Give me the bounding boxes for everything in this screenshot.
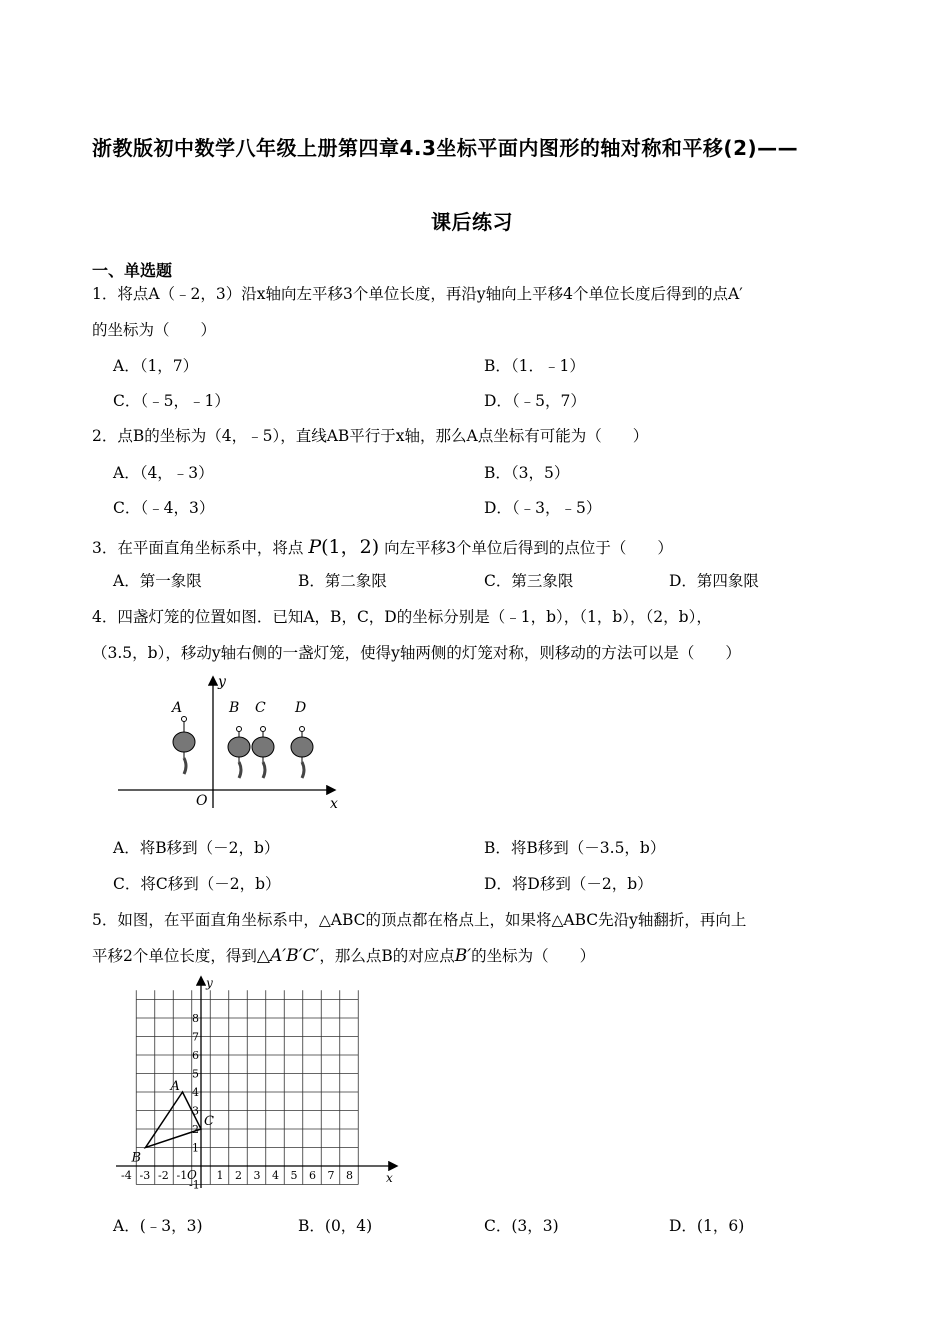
title-line-1: 浙教版初中数学八年级上册第四章4.3坐标平面内图形的轴对称和平移(2)—— [92, 136, 799, 160]
x-tick-label: -1 [176, 1169, 188, 1182]
q1-option-d[interactable]: D．（﹣5，7） [484, 392, 586, 410]
y-tick-label: 6 [192, 1049, 199, 1062]
q2-option-a[interactable]: A．（4，﹣3） [113, 464, 214, 482]
q3-option-a[interactable]: A．第一象限 [113, 572, 202, 590]
q5-origin-label: O [187, 1168, 197, 1182]
vertex-b-label: B [131, 1150, 142, 1166]
q5-tick-labels [121, 1012, 353, 1192]
q1-stem-line1: 1．将点A（﹣2，3）沿x轴向左平移3个单位长度，再沿y轴向上平移4个单位长度后得到的点A′ [92, 285, 743, 303]
q1-option-b[interactable]: B．（1．﹣1） [484, 357, 585, 375]
q1-option-c[interactable]: C．（﹣5，﹣1） [113, 392, 230, 410]
q5-x-label: x [386, 1171, 393, 1185]
q3-option-c[interactable]: C．第三象限 [484, 572, 574, 590]
lantern-b [228, 700, 250, 778]
x-tick-label: 2 [235, 1169, 242, 1182]
x-tick-label: 1 [216, 1169, 224, 1182]
q3-point-coords: (1，2) [321, 536, 380, 558]
lantern-b-label: B [229, 700, 240, 716]
y-tick-label: 8 [192, 1012, 199, 1025]
q4-stem-line1: 4．四盏灯笼的位置如图．已知A，B，C，D的坐标分别是（﹣1，b），（1，b），（2，b）， [92, 608, 712, 626]
x-tick-label: 4 [272, 1169, 279, 1182]
y-tick-label: -1 [189, 1178, 200, 1192]
q5-point-b-prime: B′ [454, 946, 472, 966]
q4-stem-line2: （3.5，b），移动y轴右侧的一盏灯笼，使得y轴两侧的灯笼对称，则移动的方法可以是（ ） [92, 644, 741, 662]
q2-option-b[interactable]: B．（3，5） [484, 464, 570, 482]
lantern-c [252, 700, 274, 778]
lantern-a [170, 700, 195, 774]
q5-y-label: y [206, 976, 213, 990]
q4-x-label: x [330, 796, 338, 812]
title-line-2: 课后练习 [431, 210, 513, 234]
section-heading: 一、单选题 [92, 261, 173, 280]
x-tick-label: 5 [290, 1169, 298, 1182]
q5-stem-line2 [92, 944, 595, 966]
lantern-d [291, 700, 313, 778]
x-tick-label: -2 [158, 1169, 169, 1182]
q2-option-c[interactable]: C．（﹣4，3） [113, 499, 215, 517]
q3-option-d[interactable]: D．第四象限 [669, 572, 759, 590]
q5-option-b[interactable]: B．(0，4) [298, 1217, 373, 1235]
x-tick-label: 7 [327, 1169, 335, 1182]
vertex-a-label: A [170, 1079, 180, 1094]
q2-option-d[interactable]: D．（﹣3，﹣5） [484, 499, 602, 517]
q3-stem [92, 532, 673, 559]
y-tick-label: 5 [192, 1067, 199, 1081]
x-tick-label: 8 [346, 1169, 353, 1182]
q4-option-b[interactable]: B．将B移到（－3.5，b） [484, 839, 666, 857]
q4-y-label: y [218, 674, 226, 690]
q5-option-c[interactable]: C．(3，3) [484, 1217, 559, 1235]
q4-option-d[interactable]: D．将D移到（－2，b） [484, 875, 653, 893]
q4-lantern-figure [112, 672, 342, 812]
q1-stem-line2: 的坐标为（ ） [92, 321, 217, 339]
lantern-c-label: C [255, 700, 266, 716]
q4-option-a[interactable]: A．将B移到（－2，b） [113, 839, 280, 857]
q5-triangle-expression: △A′B′C′ [256, 946, 320, 966]
q4-option-c[interactable]: C．将C移到（－2，b） [113, 875, 281, 893]
vertex-c-label: C [204, 1114, 214, 1129]
x-tick-label: 3 [253, 1169, 261, 1182]
x-tick-label: -3 [139, 1169, 151, 1182]
q1-option-a[interactable]: A．（1，7） [113, 357, 199, 375]
q5-stem-part-b: ，那么点B的对应点 [319, 947, 455, 965]
y-tick-label: 1 [192, 1141, 199, 1155]
q3-stem-prefix: 3．在平面直角坐标系中，将点 [92, 539, 304, 557]
x-tick-label: 6 [309, 1169, 316, 1182]
q3-option-b[interactable]: B．第二象限 [298, 572, 387, 590]
lantern-a-label: A [172, 700, 183, 716]
q2-stem: 2．点B的坐标为（4，﹣5），直线AB平行于x轴，那么A点坐标有可能为（ ） [92, 427, 649, 445]
x-tick-label: -4 [121, 1169, 132, 1182]
q5-grid-figure [110, 974, 410, 1194]
y-tick-label: 4 [192, 1086, 199, 1099]
q3-point-symbol: P [308, 536, 322, 558]
q4-origin-label: O [196, 793, 208, 809]
q5-option-a[interactable]: A．(﹣3，3) [113, 1217, 203, 1235]
y-tick-label: 3 [192, 1104, 199, 1118]
q5-stem-line1: 5．如图，在平面直角坐标系中，△ABC的顶点都在格点上，如果将△ABC先沿y轴翻折，再向上 [92, 911, 747, 929]
q5-option-d[interactable]: D．(1，6) [669, 1217, 745, 1235]
q3-stem-suffix: 向左平移3个单位后得到的点位于（ ） [384, 539, 673, 557]
y-tick-label: 7 [192, 1030, 199, 1044]
q5-stem-part-c: 的坐标为（ ） [471, 947, 596, 965]
q5-stem-part-a: 平移2个单位长度，得到 [92, 947, 257, 965]
y-tick-label: 2 [192, 1123, 199, 1136]
lantern-d-label: D [295, 700, 307, 716]
